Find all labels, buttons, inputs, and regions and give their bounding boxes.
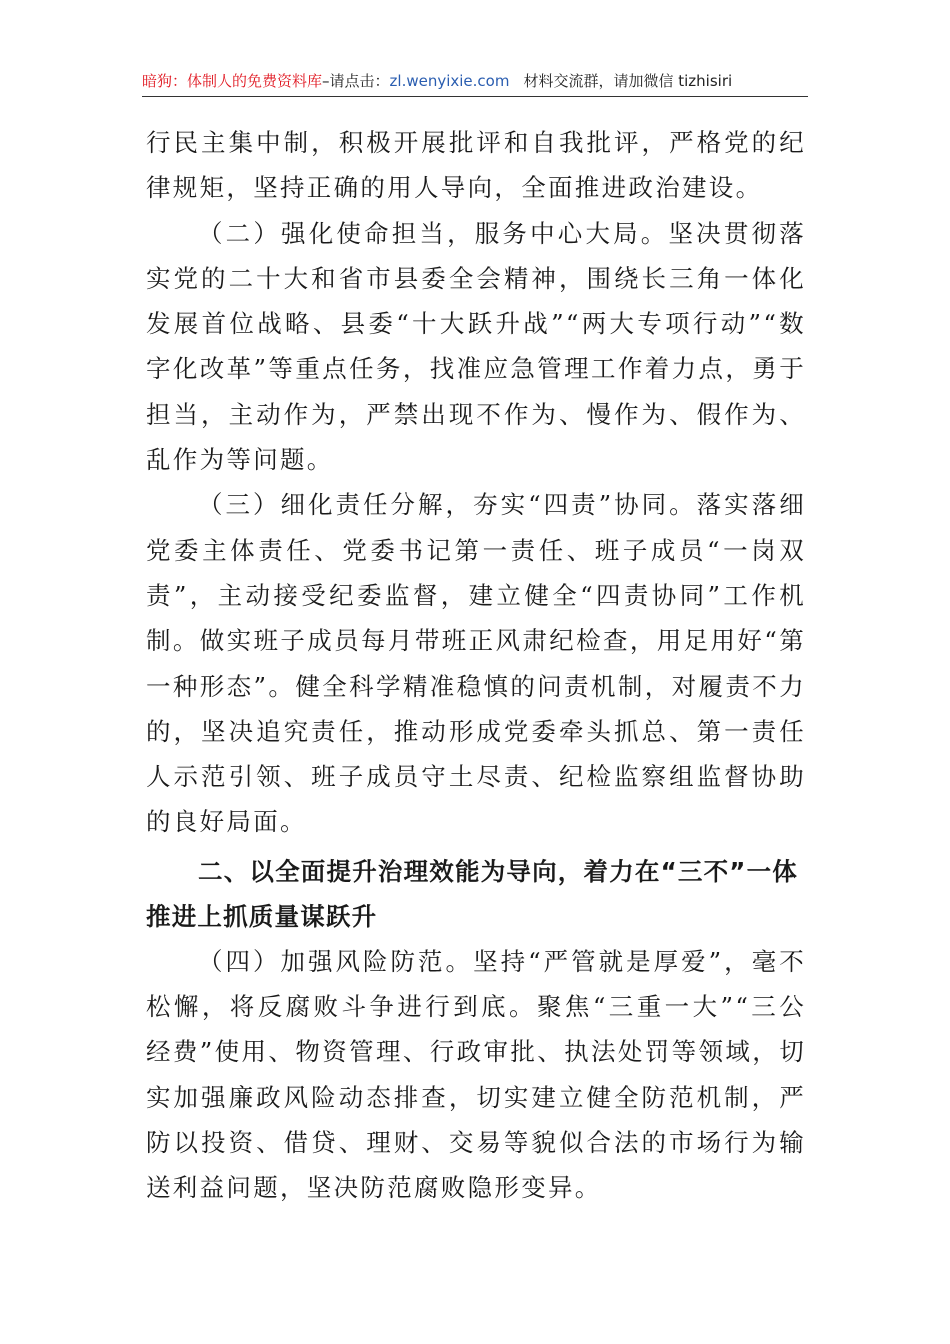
paragraph-section-3: （三）细化责任分解，夯实“四责”协同。落实落细党委主体责任、党委书记第一责任、班子成员“一岗双责”，主动接受纪委监督，建立健全“四责协同”工作机制。做实班子成员每月带班正风肃纪检查，用足用好“第一种形态”。健全科学精准稳慎的问责机制，对履责不力的，坚决追究责任，推动形成党委牵头抓总、第一责任人示范引领、班子成员守土尽责、纪检监察组监督协助的良好局面。 (146, 490, 806, 837)
document-body (146, 120, 806, 1211)
header-url-link[interactable]: zl.wenyixie.com (389, 72, 510, 90)
page-header-banner (142, 66, 808, 97)
paragraph-continuation: 行民主集中制，积极开展批评和自我批评，严格党的纪律规矩，坚持正确的用人导向，全面推进政治建设。 (146, 128, 806, 203)
header-click-prompt: –请点击： (322, 72, 390, 90)
header-wechat-note: 材料交流群，请加微信 tizhisiri (523, 72, 733, 90)
header-site-name: 暗狗：体制人的免费资料库 (142, 72, 323, 90)
paragraph-section-4: （四）加强风险防范。坚持“严管就是厚爱”，毫不松懈，将反腐败斗争进行到底。聚焦“三重一大”“三公经费”使用、物资管理、行政审批、执法处罚等领域，切实加强廉政风险动态排查，切实建立健全防范机制，严防以投资、借贷、理财、交易等貌似合法的市场行为输送利益问题，坚决防范腐败隐形变异。 (146, 946, 806, 1203)
section-heading-2: 二、以全面提升治理效能为导向，着力在“三不”一体推进上抓质量谋跃升 (146, 856, 799, 931)
paragraph-section-2: （二）强化使命担当，服务中心大局。坚决贯彻落实党的二十大和省市县委全会精神，围绕长三角一体化发展首位战略、县委“十大跃升战”“两大专项行动”“数字化改革”等重点任务，找准应急管理工作着力点，勇于担当，主动作为，严禁出现不作为、慢作为、假作为、乱作为等问题。 (146, 218, 806, 475)
